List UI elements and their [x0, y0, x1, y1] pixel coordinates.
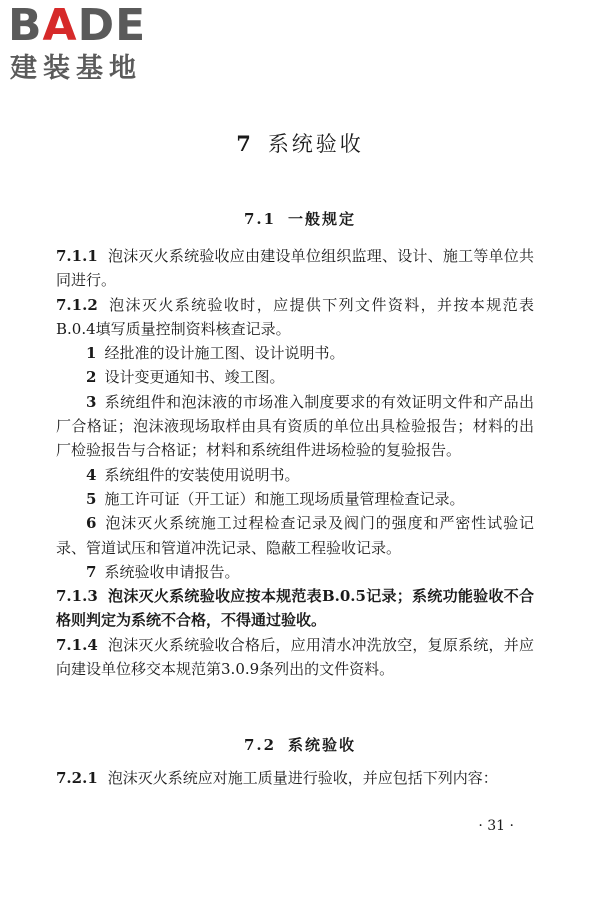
section-7-2-body	[56, 766, 534, 790]
section-heading-7-2	[0, 734, 600, 755]
clause-number: 7.1.1	[56, 247, 98, 265]
item-text: 设计变更通知书、竣工图。	[104, 368, 285, 387]
section-title: 一般规定	[288, 210, 357, 228]
chapter-number: 7	[236, 131, 254, 156]
clause-number: 7.2.1	[56, 769, 98, 787]
list-item-4	[56, 463, 534, 487]
item-number: 7	[86, 562, 97, 581]
clause-text: 泡沫灭火系统验收合格后，应用清水冲洗放空，复原系统，并应向建设单位移交本规范第3.0.9条列出的文件资料。	[56, 635, 534, 679]
item-text: 经批准的设计施工图、设计说明书。	[104, 344, 345, 363]
item-number: 5	[86, 489, 97, 508]
list-item-3	[56, 390, 534, 463]
section-7-1-body	[56, 244, 534, 681]
item-text: 系统验收申请报告。	[104, 562, 240, 581]
clause-text: 泡沫灭火系统验收时，应提供下列文件资料，并按本规范表B.0.4填写质量控制资料核查记录。	[56, 295, 534, 338]
item-text: 系统组件的安装使用说明书。	[104, 465, 300, 484]
clause-7-1-3	[56, 584, 534, 633]
page-number: · 31 ·	[478, 818, 514, 834]
logo-wordmark: BADE	[8, 0, 147, 51]
item-text: 施工许可证（开工证）和施工现场质量管理检查记录。	[104, 489, 465, 508]
list-item-2	[56, 365, 534, 389]
chapter-title: 系统验收	[267, 132, 364, 156]
list-item-6	[56, 511, 534, 560]
clause-text: 泡沫灭火系统验收应按本规范表B.0.5记录；系统功能验收不合格则判定为系统不合格，不得通过验收。	[56, 587, 534, 630]
clause-text: 泡沫灭火系统应对施工质量进行验收，并应包括下列内容：	[107, 769, 498, 787]
clause-7-1-2	[56, 293, 534, 342]
chapter-heading	[0, 128, 600, 158]
item-number: 2	[86, 368, 97, 387]
clause-number: 7.1.3	[56, 587, 98, 606]
item-number: 3	[86, 392, 97, 411]
item-text: 泡沫灭火系统施工过程检查记录及阀门的强度和严密性试验记录、管道试压和管道冲洗记录、隐蔽工程验收记录。	[56, 514, 534, 557]
section-number: 7.1	[243, 210, 277, 228]
clause-7-1-4	[56, 633, 534, 682]
list-item-7	[56, 560, 534, 584]
section-number: 7.2	[243, 736, 277, 754]
section-title: 系统验收	[288, 736, 357, 754]
clause-number: 7.1.4	[56, 635, 98, 654]
logo-subtitle: 建装基地	[10, 53, 142, 84]
item-text: 系统组件和泡沫液的市场准入制度要求的有效证明文件和产品出厂合格证；泡沫液现场取样由具有资质的单位出具检验报告；材料的出厂检验报告与合格证；材料和系统组件进场检验的复验报告。	[56, 392, 534, 460]
list-item-5	[56, 487, 534, 511]
item-number: 4	[86, 465, 97, 484]
item-number: 6	[86, 514, 97, 533]
clause-7-2-1	[56, 766, 534, 790]
item-number: 1	[86, 344, 97, 363]
section-heading-7-1	[0, 208, 600, 229]
clause-text: 泡沫灭火系统验收应由建设单位组织监理、设计、施工等单位共同进行。	[56, 247, 534, 290]
bade-logo	[8, 2, 178, 88]
list-item-1	[56, 341, 534, 365]
clause-number: 7.1.2	[56, 295, 98, 314]
clause-7-1-1	[56, 244, 534, 293]
